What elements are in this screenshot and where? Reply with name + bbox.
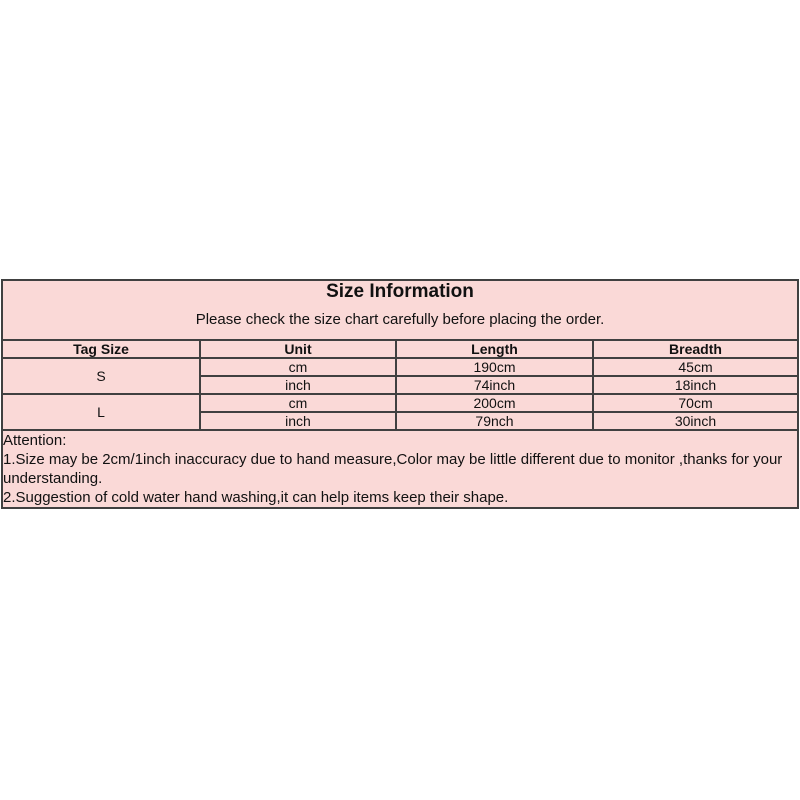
unit-cell: inch — [200, 376, 396, 394]
table-row — [2, 394, 798, 412]
column-header-breadth: Breadth — [593, 340, 798, 358]
title-cell — [2, 280, 798, 340]
attention-note-1: 1.Size may be 2cm/1inch inaccuracy due to hand measure,Color may be little different due to monitor ,thanks for your understanding. — [3, 451, 783, 487]
column-header-length: Length — [396, 340, 593, 358]
attention-cell — [2, 430, 798, 508]
unit-cell: inch — [200, 412, 396, 430]
table-header-row — [2, 340, 798, 358]
tag-size-s-cell: S — [2, 358, 200, 394]
size-information-table — [1, 279, 799, 509]
breadth-cell: 18inch — [593, 376, 798, 394]
column-header-unit: Unit — [200, 340, 396, 358]
column-header-tag-size: Tag Size — [2, 340, 200, 358]
length-cell: 190cm — [396, 358, 593, 376]
unit-cell: cm — [200, 358, 396, 376]
page-title: Size Information — [326, 281, 474, 302]
page-subtitle: Please check the size chart carefully before placing the order. — [195, 311, 605, 328]
unit-cell: cm — [200, 394, 396, 412]
table-title-row — [2, 280, 798, 340]
attention-note-2: 2.Suggestion of cold water hand washing,it can help items keep their shape. — [3, 489, 509, 506]
length-cell: 79nch — [396, 412, 593, 430]
table-row — [2, 358, 798, 376]
breadth-cell: 45cm — [593, 358, 798, 376]
breadth-cell: 70cm — [593, 394, 798, 412]
attention-heading: Attention: — [3, 432, 67, 449]
length-cell: 200cm — [396, 394, 593, 412]
attention-row — [2, 430, 798, 508]
length-cell: 74inch — [396, 376, 593, 394]
tag-size-l-cell: L — [2, 394, 200, 430]
breadth-cell: 30inch — [593, 412, 798, 430]
